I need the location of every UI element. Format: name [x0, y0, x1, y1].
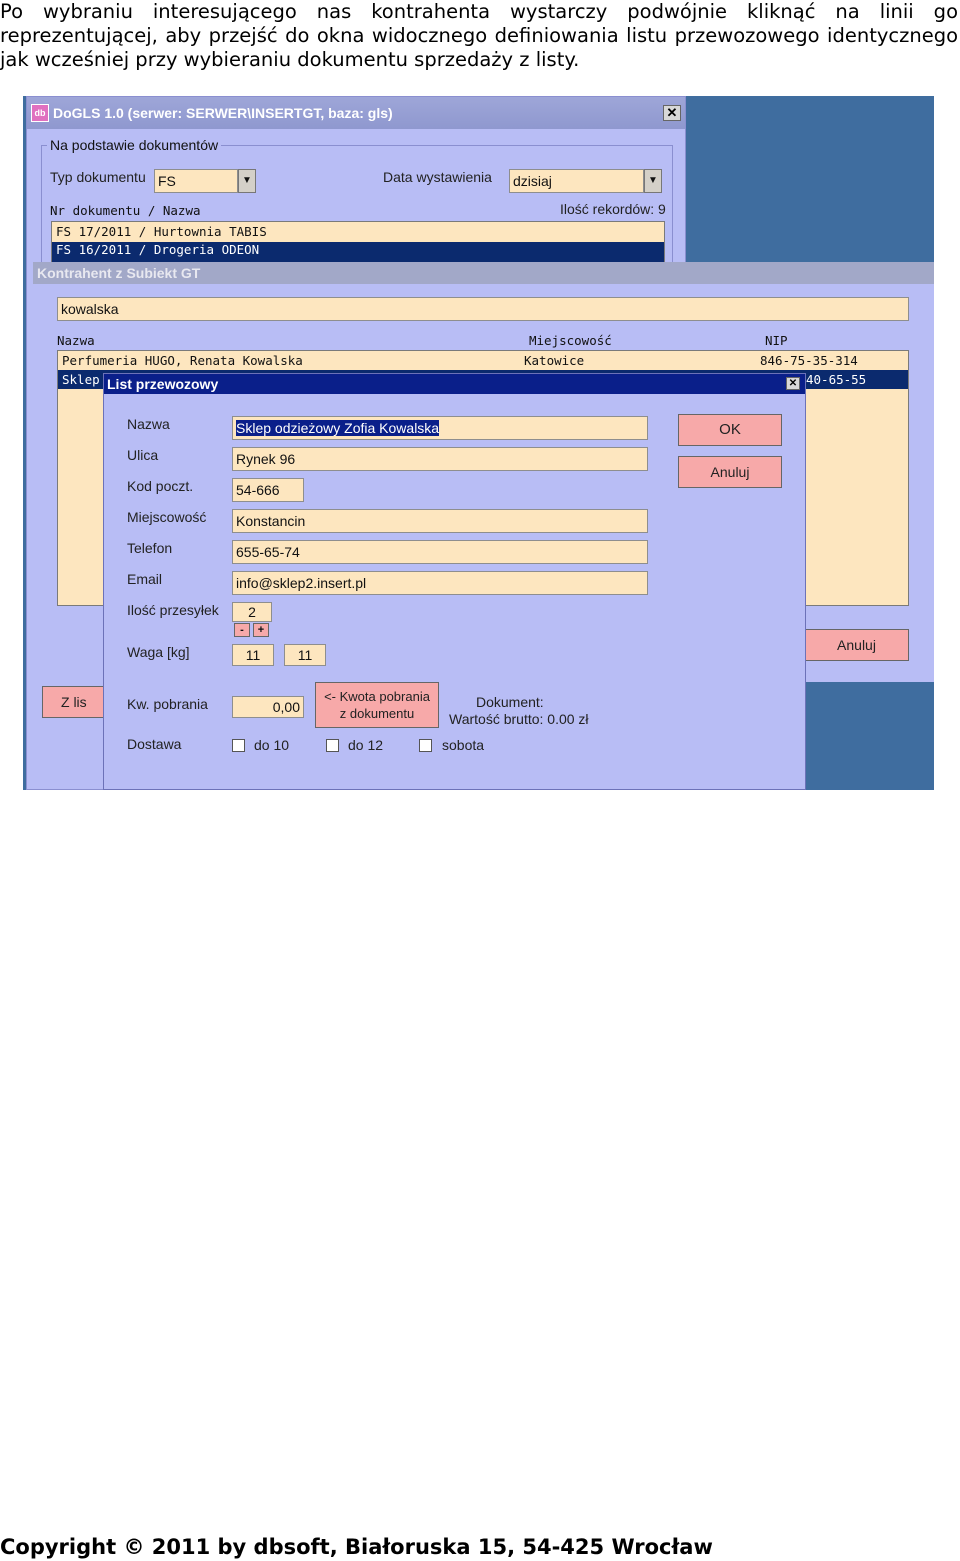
col-nip: NIP	[765, 333, 788, 348]
ulica-field[interactable]: Rynek 96	[232, 447, 648, 471]
typ-select[interactable]: FS	[154, 169, 238, 193]
telefon-field[interactable]: 655-65-74	[232, 540, 648, 564]
search-input[interactable]: kowalska	[57, 297, 909, 321]
screenshot	[23, 96, 934, 790]
group-legend: Na podstawie dokumentów	[47, 137, 221, 153]
miejscowosc-label: Miejscowość	[127, 509, 207, 525]
do10-checkbox[interactable]	[232, 739, 245, 752]
kod-field[interactable]: 54-666	[232, 478, 304, 502]
z-listy-button[interactable]: Z lis	[42, 686, 112, 718]
sobota-checkbox[interactable]	[419, 739, 432, 752]
kod-label: Kod poczt.	[127, 478, 194, 494]
nazwa-label: Nazwa	[127, 416, 170, 432]
intro-paragraph: Po wybraniu interesującego nas kontrahenta wystarczy podwójnie kliknąć na linii go reprezentującej, aby przejść do okna widocznego definiowania listu przewozowego identycznego jak wcześniej przy wybieraniu dokumentu sprzedaży z listy.	[0, 0, 958, 71]
nr-header: Nr dokumentu / Nazwa	[50, 203, 201, 218]
main-titlebar	[27, 97, 685, 129]
email-label: Email	[127, 571, 163, 587]
col-miejscowosc: Miejscowość	[529, 333, 612, 348]
kwota-button-line2: z dokumentu	[339, 706, 415, 721]
table-cell[interactable]: Perfumeria HUGO, Renata Kowalska	[62, 353, 303, 368]
chevron-down-icon[interactable]: ▼	[238, 169, 256, 193]
footer-copyright: Copyright © 2011 by dbsoft, Białoruska 15, 54-425 Wrocław	[0, 1535, 713, 1559]
typ-label: Typ dokumentu	[50, 169, 146, 185]
ilosc-label: Ilość przesyłek	[127, 602, 219, 618]
telefon-label: Telefon	[127, 540, 173, 556]
data-select[interactable]: dzisiaj	[509, 169, 644, 193]
plus-button[interactable]: +	[253, 623, 269, 637]
records-count: Ilość rekordów: 9	[560, 201, 666, 217]
close-icon[interactable]: ✕	[663, 105, 681, 121]
nazwa-value: Sklep odzieżowy Zofia Kowalska	[236, 420, 440, 436]
email-field[interactable]: info@sklep2.insert.pl	[232, 571, 648, 595]
col-nazwa: Nazwa	[57, 333, 95, 348]
kw-label: Kw. pobrania	[127, 696, 208, 712]
miejscowosc-field[interactable]: Konstancin	[232, 509, 648, 533]
waga-field-1[interactable]: 11	[232, 644, 274, 666]
anuluj-button[interactable]: Anuluj	[678, 456, 782, 488]
app-icon: db	[31, 104, 49, 122]
list-item[interactable]: FS 17/2011 / Hurtownia TABIS	[56, 224, 267, 239]
do10-label: do 10	[254, 737, 290, 753]
chevron-down-icon[interactable]: ▼	[644, 169, 662, 193]
list-przewozowy-dialog	[103, 373, 806, 790]
wartosc-label: Wartość brutto: 0.00 zł	[449, 711, 589, 727]
do12-checkbox[interactable]	[326, 739, 339, 752]
close-icon[interactable]: ✕	[786, 377, 800, 390]
documents-list	[51, 221, 665, 265]
cancel-button[interactable]: Anuluj	[804, 629, 909, 661]
ulica-label: Ulica	[127, 447, 159, 463]
table-cell[interactable]: 846-75-35-314	[760, 353, 858, 368]
data-label: Data wystawienia	[383, 169, 492, 185]
waga-field-2[interactable]: 11	[284, 644, 326, 666]
kw-field[interactable]: 0,00	[232, 696, 304, 718]
main-title: DoGLS 1.0 (serwer: SERWER\INSERTGT, baza: gls)	[53, 105, 393, 121]
dokument-label: Dokument:	[476, 694, 544, 710]
list-item-selected[interactable]: FS 16/2011 / Drogeria ODEON	[52, 242, 664, 262]
do12-label: do 12	[348, 737, 384, 753]
table-cell[interactable]: Sklep	[62, 372, 100, 387]
nazwa-field[interactable]	[232, 416, 648, 440]
sobota-label: sobota	[442, 737, 485, 753]
kwota-pobrania-button[interactable]	[315, 682, 439, 728]
dialog-titlebar: List przewozowy	[104, 374, 805, 394]
waga-label: Waga [kg]	[127, 644, 190, 660]
table-cell[interactable]: Katowice	[524, 353, 585, 368]
kwota-button-line1: <- Kwota pobrania	[324, 689, 430, 704]
table-cell[interactable]: 40-65-55	[806, 372, 867, 387]
ok-button[interactable]: OK	[678, 414, 782, 446]
minus-button[interactable]: -	[234, 623, 250, 637]
dostawa-label: Dostawa	[127, 736, 182, 752]
kontrahent-titlebar: Kontrahent z Subiekt GT	[33, 262, 934, 284]
ilosc-field[interactable]: 2	[232, 602, 272, 622]
